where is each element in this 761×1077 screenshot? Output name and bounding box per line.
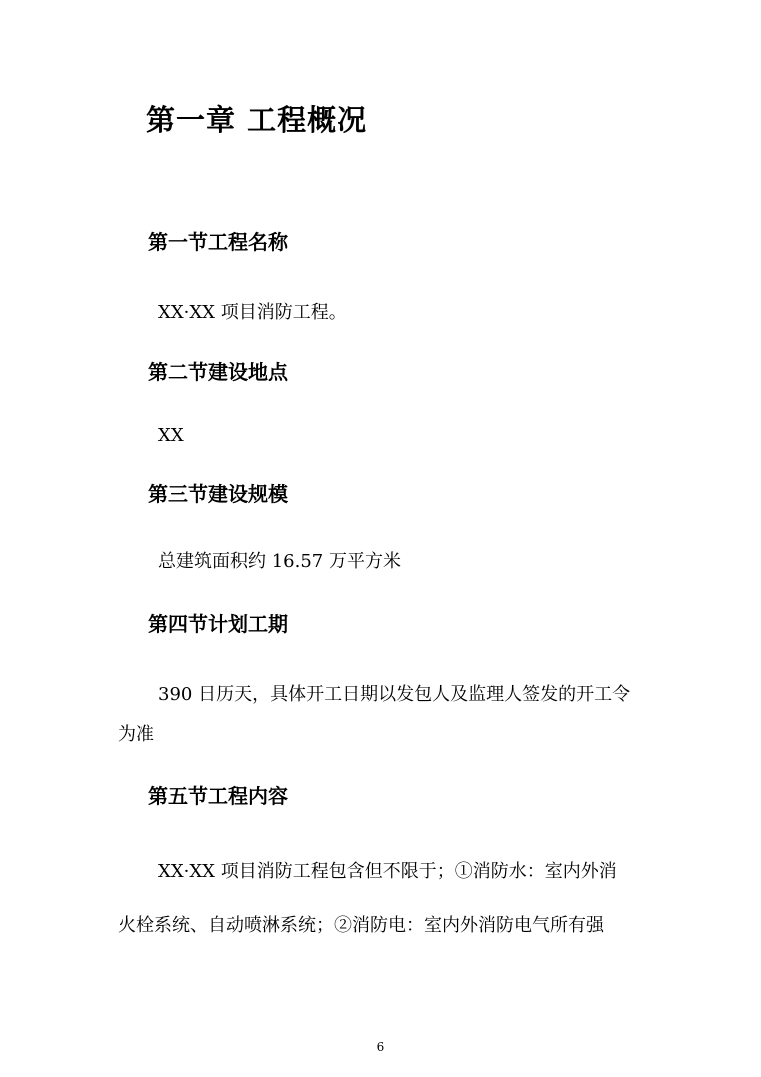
- section-paragraph-continued: 为准: [118, 724, 154, 745]
- section-title: 第二节建设地点: [148, 360, 288, 384]
- section-paragraph: 总建筑面积约 16.57 万平方米: [158, 551, 401, 572]
- chapter-title: 第一章 工程概况: [146, 103, 368, 137]
- section-title: 第四节计划工期: [148, 612, 288, 636]
- page-number: 6: [376, 1040, 385, 1054]
- section-paragraph: XX·XX 项目消防工程。: [158, 302, 347, 323]
- section-title: 第五节工程内容: [148, 784, 288, 808]
- section-title: 第一节工程名称: [148, 230, 288, 254]
- section-title: 第三节建设规模: [148, 482, 288, 506]
- section-paragraph-continued: 火栓系统、自动喷淋系统；②消防电：室内外消防电气所有强: [118, 915, 604, 936]
- section-paragraph: XX·XX 项目消防工程包含但不限于；①消防水：室内外消: [158, 861, 617, 882]
- section-paragraph: 390 日历天，具体开工日期以发包人及监理人签发的开工令: [158, 684, 631, 705]
- section-paragraph: XX: [158, 425, 184, 446]
